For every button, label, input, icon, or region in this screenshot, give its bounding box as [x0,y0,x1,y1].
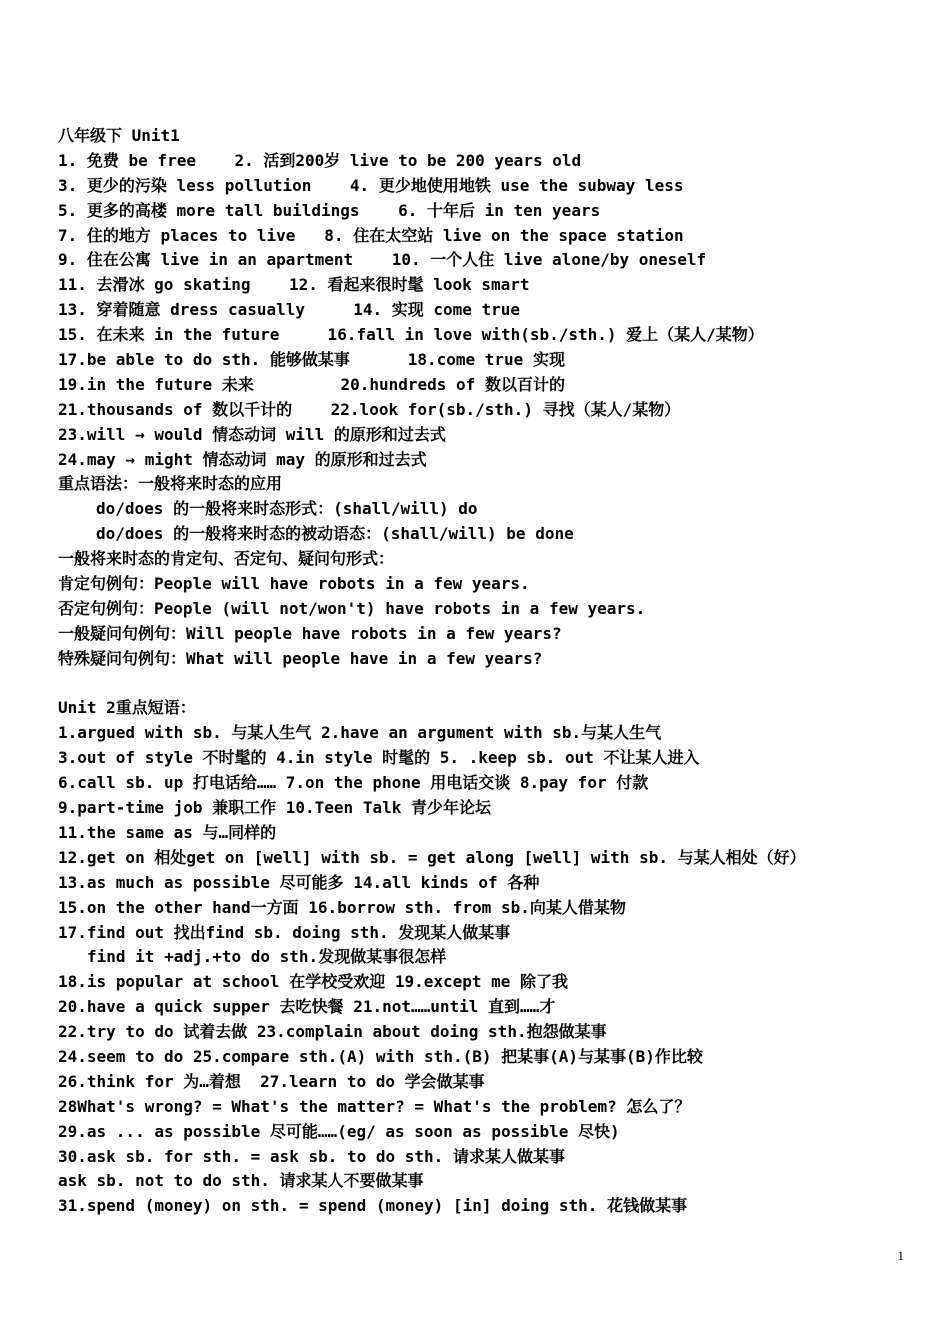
unit2-heading: Unit 2重点短语： [58,698,196,718]
unit1-phrase-line: 24.may → might 情态动词 may 的原形和过去式 [58,449,427,469]
page-number: 1 [897,1248,904,1263]
unit1-example-line: 否定句例句：People (will not/won't) have robots in a few years. [58,598,646,618]
unit2-phrase-line: 18.is popular at school 在学校受欢迎 19.except me 除了我 [58,972,569,992]
unit1-phrase-line: 23.will → would 情态动词 will 的原形和过去式 [58,424,446,444]
unit1-example-line: 肯定句例句：People will have robots in a few years. [58,574,530,594]
unit2-phrase-line: 6.call sb. up 打电话给…… 7.on the phone 用电话交谈 8.pay for 付款 [58,773,649,793]
unit1-heading: 八年级下 Unit1 [58,126,180,145]
unit2-phrase-line: 12.get on 相处get on [well] with sb. = get along [well] with sb. 与某人相处（好） [58,847,806,867]
unit1-grammar-line: do/does 的一般将来时态形式：(shall/will) do [96,499,478,519]
unit1-phrase-line: 5. 更多的高楼 more tall buildings 6. 十年后 in ten years [58,200,601,220]
unit2-indented-line: find it +adj.+to do sth.发现做某事很怎样 [87,947,447,967]
unit1-phrase-line: 11. 去滑冰 go skating 12. 看起来很时髦 look smart [58,275,530,295]
unit1-phrase-line: 15. 在未来 in the future 16.fall in love with(sb./sth.) 爱上（某人/某物） [58,325,764,345]
unit1-phrase-line: 7. 住的地方 places to live 8. 住在太空站 live on the space station [58,225,684,245]
unit1-phrase-line: 21.thousands of 数以千计的 22.look for(sb./sth.) 寻找（某人/某物） [58,399,681,419]
unit2-phrase-line: 22.try to do 试着去做 23.complain about doing sth.抱怨做某事 [58,1022,607,1042]
unit2-phrase-line: 15.on the other hand一方面 16.borrow sth. from sb.向某人借某物 [58,897,626,917]
document-body [58,124,938,1219]
unit2-phrase-line: 9.part-time job 兼职工作 10.Teen Talk 青少年论坛 [58,798,491,818]
unit1-phrase-line: 3. 更少的污染 less pollution 4. 更少地使用地铁 use the subway less [58,175,684,195]
unit1-phrase-line: 13. 穿着随意 dress casually 14. 实现 come true [58,300,521,320]
unit1-grammar-heading: 重点语法：一般将来时态的应用 [58,474,283,494]
unit2-phrase-line: 1.argued with sb. 与某人生气 2.have an argument with sb.与某人生气 [58,723,662,743]
unit2-phrase-line: 31.spend (money) on sth. = spend (money) [in] doing sth. 花钱做某事 [58,1196,688,1216]
unit2-phrase-line: ask sb. not to do sth. 请求某人不要做某事 [58,1171,424,1191]
unit2-phrase-line: 13.as much as possible 尽可能多 14.all kinds of 各种 [58,872,540,892]
section-spacer [58,672,938,697]
unit1-example-line: 一般将来时态的肯定句、否定句、疑问句形式： [58,549,395,569]
unit2-phrase-line: 30.ask sb. for sth. = ask sb. to do sth. 请求某人做某事 [58,1146,565,1166]
unit2-phrase-line: 20.have a quick supper 去吃快餐 21.not……until 直到……才 [58,997,556,1017]
unit2-phrase-line: 28What's wrong? = What's the matter? = What's the problem? 怎么了？ [58,1096,691,1116]
unit1-phrase-line: 9. 住在公寓 live in an apartment 10. 一个人住 live alone/by oneself [58,250,707,270]
unit2-phrase-line: 17.find out 找出find sb. doing sth. 发现某人做某事 [58,922,511,942]
unit1-phrase-line: 19.in the future 未来 20.hundreds of 数以百计的 [58,374,565,394]
unit1-example-line: 特殊疑问句例句：What will people have in a few years? [58,648,543,668]
unit2-phrase-line: 11.the same as 与…同样的 [58,822,277,842]
unit1-grammar-line: do/does 的一般将来时态的被动语态：(shall/will) be done [96,524,574,544]
unit1-phrase-line: 1. 免费 be free 2. 活到200岁 live to be 200 years old [58,150,582,170]
unit1-example-line: 一般疑问句例句：Will people have robots in a few years? [58,623,562,643]
unit1-phrase-line: 17.be able to do sth. 能够做某事 18.come true 实现 [58,350,565,370]
unit2-phrase-line: 26.think for 为…着想 27.learn to do 学会做某事 [58,1071,485,1091]
unit2-phrase-line: 3.out of style 不时髦的 4.in style 时髦的 5. .keep sb. out 不让某人进入 [58,748,700,768]
unit2-phrase-line: 24.seem to do 25.compare sth.(A) with sth.(B) 把某事(A)与某事(B)作比较 [58,1046,703,1066]
unit2-phrase-line: 29.as ... as possible 尽可能……(eg/ as soon as possible 尽快) [58,1121,620,1141]
